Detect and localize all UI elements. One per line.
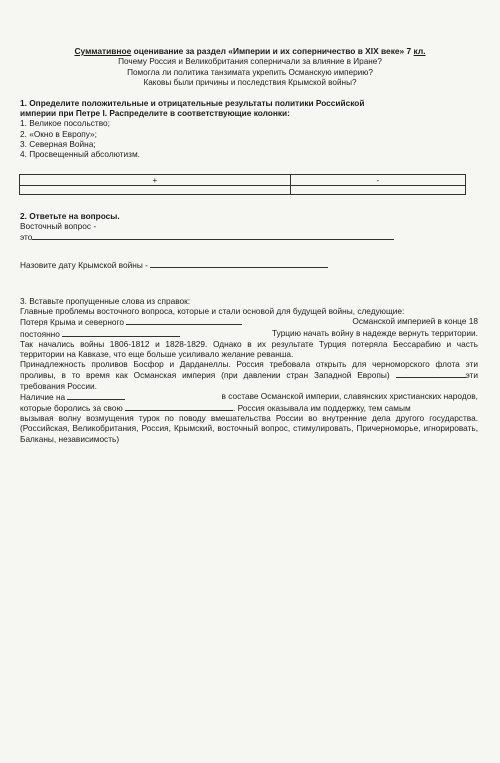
plus-column-header: + [20,175,291,186]
task3-line1-end: Османской империей в конце 18 [352,316,478,327]
task3-line4 [20,391,478,402]
task1-item-3: 3. Северная Война; [20,138,96,149]
task3-line5-start: которые боролись за свою [20,403,123,414]
task3 [20,296,478,444]
guiding-question-1: Почему Россия и Великобритания соперничали за влияние в Иране? [118,57,382,66]
worksheet-header [0,46,500,89]
task3-intro: Главные проблемы восточного вопроса, которые и стали основой для будущей войны, следующие: [20,306,405,317]
gap-3-blank[interactable] [396,369,466,378]
guiding-question-3: Каковы были причины и последствия Крымской войны? [143,78,357,87]
task3-paragraph-final: вызывая волну возмущения турок по поводу вмешательства России во внутренние дела другого государства. (Российская, Великобритания, Россия, Крымский, восточный вопрос, стимулировать, Причерноморье, игнорировать, Балканы, независимость) [20,413,478,444]
crimean-war-date-blank[interactable] [150,259,328,268]
gap-4-blank[interactable] [67,391,125,400]
task3-line5 [20,402,478,413]
task3-line4-end: в составе Османской империи, славянских христианских народов, [221,390,478,401]
title-part1: Суммативное [74,46,132,56]
title-part2: оценивание за раздел «Империи и их соперничество в XIX веке» 7 [131,46,414,56]
gap-2-blank[interactable] [62,328,180,337]
eastern-question-answer-blank[interactable] [32,231,394,240]
plus-minus-table [19,174,466,195]
task1-item-4: 4. Просвещенный абсолютизм. [20,149,140,160]
task3-line2 [20,328,478,339]
gap-5-blank[interactable] [125,402,233,411]
task3-line5-end: . Россия оказывала им поддержку, тем самым [232,403,411,414]
task2-q1-label: Восточный вопрос - [20,221,97,232]
task3-line1 [20,316,478,327]
task3-line4-start: Наличие на [20,391,66,402]
worksheet-title [0,46,500,57]
task2 [20,211,478,270]
task3-paragraph-straits [20,359,478,391]
task3-straits-text: Принадлежность проливов Босфор и Дарданеллы. Россия требовала открыть для черноморского флота эти проливы, в то время как Османская империя (при давлении стран Западной Европы) [20,359,478,381]
task3-line2-start: постоянно [20,328,60,339]
task1-heading-line1: 1. Определите положительные и отрицательные результаты политики Российской [20,98,365,108]
plus-answer-cell[interactable] [20,186,291,195]
task3-straits-end: эти требования России. [20,370,478,391]
guiding-question-2: Помогла ли политика танзимата укрепить Османскую империю? [127,67,373,77]
task3-line1-start: Потеря Крыма и северного [20,317,124,328]
task3-line2-end: Турцию начать войну в надежде вернуть территории. [272,327,478,338]
task1-heading-line2: империи при Петре I. Распределите в соответствующие колонки: [20,108,290,119]
task1 [20,98,478,159]
task2-q2-label: Назовите дату Крымской войны - [20,259,148,270]
task2-heading: 2. Ответьте на вопросы. [20,211,120,221]
minus-column-header: - [290,175,465,186]
task3-heading: 3. Вставьте пропущенные слова из справок: [20,296,191,306]
task1-item-2: 2. «Окно в Европу»; [20,128,97,139]
gap-1-blank[interactable] [126,316,242,325]
minus-answer-cell[interactable] [290,186,465,195]
task1-item-1: 1. Великое посольство; [20,118,110,129]
task2-q1-cont: это [20,232,33,243]
task3-paragraph-wars: Так начались войны 1806-1812 и 1828-1829. Однако в их результате Турция потеряла Бессарабию и часть территории на Кавказе, что еще больше усиливало желание реванша. [20,338,478,360]
task2-q2-row [20,259,478,270]
title-part3: кл. [413,46,426,56]
task2-q1-answer-row [20,231,478,242]
